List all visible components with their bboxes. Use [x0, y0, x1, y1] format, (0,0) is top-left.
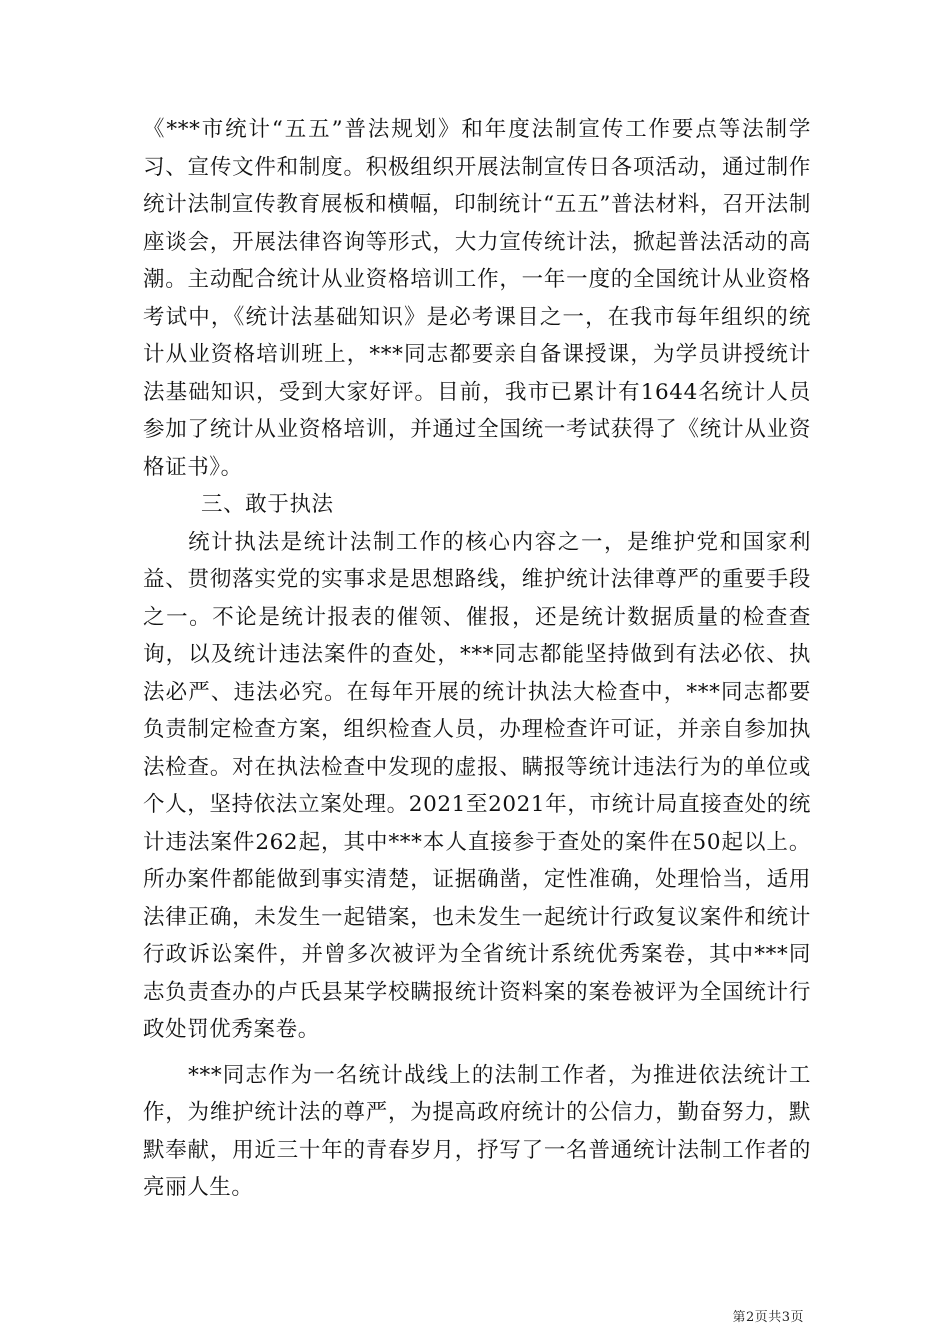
paragraph-law-enforcement: 统计执法是统计法制工作的核心内容之一，是维护党和国家利益、贯彻落实党的实事求是思想路线，维护统计法律尊严的重要手段之一。不论是统计报表的催领、催报，还是统计数据质量的检查查询，以及统计违法案件的查处，***同志都能坚持做到有法必依、执法必严、违法必究。在每年开展的统计执法大检查中，***同志都要负责制定检查方案，组织检查人员，办理检查许可证，并亲自参加执法检查。对在执法检查中发现的虚报、瞒报等统计违法行为的单位或个人，坚持依法立案处理。2021至2021年，市统计局直接查处的统计违法案件262起，其中***本人直接参于查处的案件在50起以上。所办案件都能做到事实清楚，证据确凿，定性准确，处理恰当，适用法律正确，未发生一起错案，也未发生一起统计行政复议案件和统计行政诉讼案件，并曾多次被评为全省统计系统优秀案卷，其中***同志负责查办的卢氏县某学校瞒报统计资料案的案卷被评为全国统计行政处罚优秀案卷。: [143, 529, 811, 1042]
page-number-footer: 第2页共3页: [732, 1310, 804, 1325]
paragraph-continuation: 《***市统计“五五”普法规划》和年度法制宣传工作要点等法制学习、宣传文件和制度。积极组织开展法制宣传日各项活动，通过制作统计法制宣传教育展板和横幅，印制统计“五五”普法材料，召开法制座谈会，开展法律咨询等形式，大力宣传统计法，掀起普法活动的高潮。主动配合统计从业资格培训工作，一年一度的全国统计从业资格考试中，《统计法基础知识》是必考课目之一，在我市每年组织的统计从业资格培训班上，***同志都要亲自备课授课，为学员讲授统计法基础知识，受到大家好评。目前，我市已累计有1644名统计人员参加了统计从业资格培训，并通过全国统一考试获得了《统计从业资格证书》。: [143, 117, 811, 480]
paragraph-conclusion: ***同志作为一名统计战线上的法制工作者，为推进依法统计工作，为维护统计法的尊严，为提高政府统计的公信力，勤奋努力，默默奉献，用近三十年的青春岁月，抒写了一名普通统计法制工作者的亮丽人生。: [143, 1062, 811, 1200]
document-page: [143, 111, 811, 1207]
section-heading: 三、敢于执法: [201, 492, 334, 517]
paragraph-gap: [143, 1049, 811, 1057]
